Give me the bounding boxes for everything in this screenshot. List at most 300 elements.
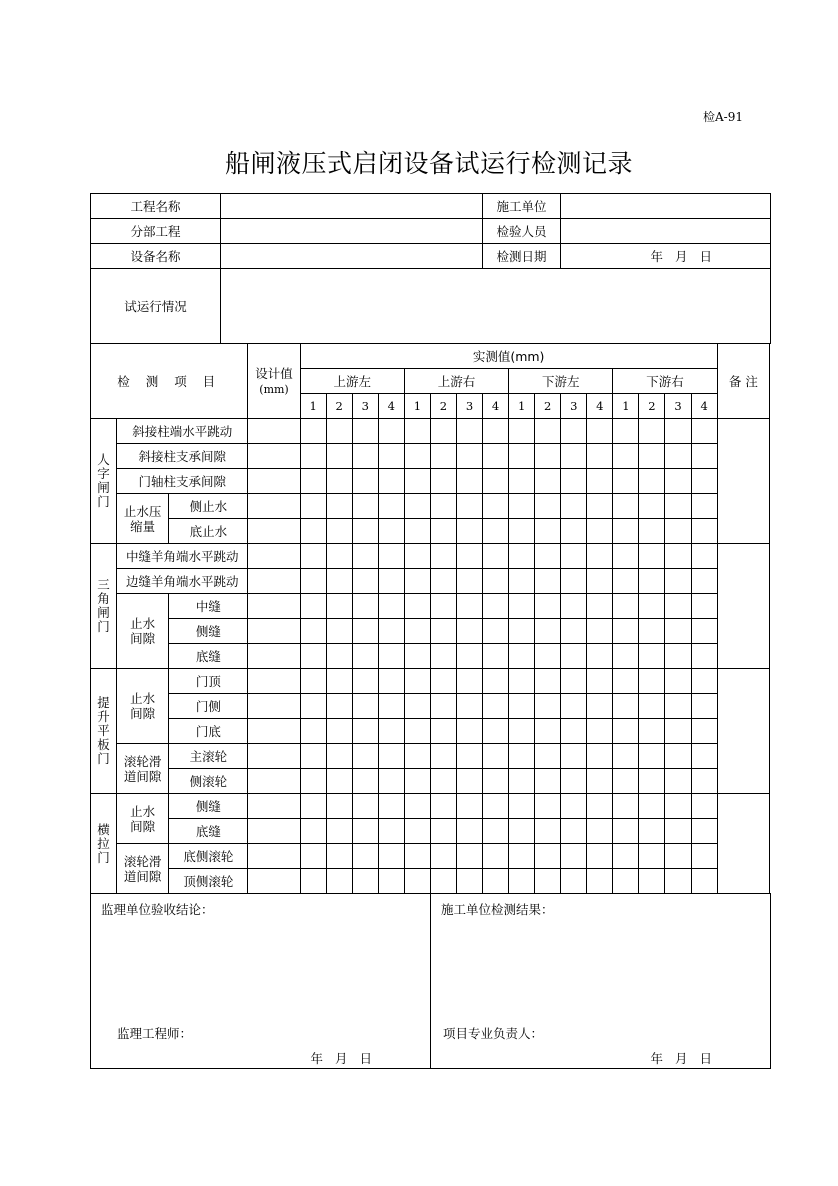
measurement-cell[interactable] xyxy=(326,594,352,619)
measurement-cell[interactable] xyxy=(639,694,665,719)
measurement-cell[interactable] xyxy=(509,619,535,644)
measurement-cell[interactable] xyxy=(456,694,482,719)
measurement-cell[interactable] xyxy=(535,694,561,719)
measurement-cell[interactable] xyxy=(691,494,717,519)
measurement-cell[interactable] xyxy=(352,519,378,544)
measurement-cell[interactable] xyxy=(456,594,482,619)
design-value-cell[interactable] xyxy=(248,444,300,469)
measurement-cell[interactable] xyxy=(587,694,613,719)
measurement-cell[interactable] xyxy=(456,819,482,844)
measurement-cell[interactable] xyxy=(404,744,430,769)
measurement-cell[interactable] xyxy=(561,719,587,744)
measurement-cell[interactable] xyxy=(404,569,430,594)
measurement-cell[interactable] xyxy=(639,794,665,819)
measurement-cell[interactable] xyxy=(430,569,456,594)
measurement-cell[interactable] xyxy=(665,844,691,869)
measurement-cell[interactable] xyxy=(430,869,456,894)
measurement-cell[interactable] xyxy=(561,419,587,444)
measurement-cell[interactable] xyxy=(535,644,561,669)
measurement-cell[interactable] xyxy=(326,644,352,669)
measurement-cell[interactable] xyxy=(430,844,456,869)
measurement-cell[interactable] xyxy=(326,719,352,744)
measurement-cell[interactable] xyxy=(352,769,378,794)
measurement-cell[interactable] xyxy=(378,544,404,569)
measurement-cell[interactable] xyxy=(665,769,691,794)
measurement-cell[interactable] xyxy=(326,669,352,694)
measurement-cell[interactable] xyxy=(483,694,509,719)
measurement-cell[interactable] xyxy=(665,469,691,494)
measurement-cell[interactable] xyxy=(665,619,691,644)
measurement-cell[interactable] xyxy=(535,594,561,619)
measurement-cell[interactable] xyxy=(378,619,404,644)
measurement-cell[interactable] xyxy=(639,519,665,544)
measurement-cell[interactable] xyxy=(509,594,535,619)
measurement-cell[interactable] xyxy=(326,419,352,444)
measurement-cell[interactable] xyxy=(326,469,352,494)
measurement-cell[interactable] xyxy=(587,494,613,519)
measurement-cell[interactable] xyxy=(535,844,561,869)
measurement-cell[interactable] xyxy=(665,869,691,894)
design-value-cell[interactable] xyxy=(248,469,300,494)
measurement-cell[interactable] xyxy=(378,644,404,669)
measurement-cell[interactable] xyxy=(430,794,456,819)
measurement-cell[interactable] xyxy=(561,569,587,594)
measurement-cell[interactable] xyxy=(352,644,378,669)
measurement-cell[interactable] xyxy=(639,419,665,444)
measurement-cell[interactable] xyxy=(691,794,717,819)
measurement-cell[interactable] xyxy=(456,569,482,594)
measurement-cell[interactable] xyxy=(483,819,509,844)
measurement-cell[interactable] xyxy=(326,819,352,844)
measurement-cell[interactable] xyxy=(326,569,352,594)
measurement-cell[interactable] xyxy=(430,644,456,669)
measurement-cell[interactable] xyxy=(587,444,613,469)
measurement-cell[interactable] xyxy=(352,819,378,844)
measurement-cell[interactable] xyxy=(535,569,561,594)
measurement-cell[interactable] xyxy=(404,719,430,744)
measurement-cell[interactable] xyxy=(613,519,639,544)
measurement-cell[interactable] xyxy=(326,744,352,769)
measurement-cell[interactable] xyxy=(430,769,456,794)
measurement-cell[interactable] xyxy=(691,469,717,494)
measurement-cell[interactable] xyxy=(483,744,509,769)
measurement-cell[interactable] xyxy=(639,719,665,744)
measurement-cell[interactable] xyxy=(639,544,665,569)
design-value-cell[interactable] xyxy=(248,494,300,519)
measurement-cell[interactable] xyxy=(691,694,717,719)
measurement-cell[interactable] xyxy=(535,619,561,644)
measurement-cell[interactable] xyxy=(535,794,561,819)
measurement-cell[interactable] xyxy=(404,619,430,644)
measurement-cell[interactable] xyxy=(378,794,404,819)
measurement-cell[interactable] xyxy=(404,494,430,519)
measurement-cell[interactable] xyxy=(430,744,456,769)
measurement-cell[interactable] xyxy=(300,694,326,719)
measurement-cell[interactable] xyxy=(535,469,561,494)
measurement-cell[interactable] xyxy=(509,769,535,794)
measurement-cell[interactable] xyxy=(613,669,639,694)
measurement-cell[interactable] xyxy=(456,719,482,744)
measurement-cell[interactable] xyxy=(613,694,639,719)
measurement-cell[interactable] xyxy=(456,519,482,544)
measurement-cell[interactable] xyxy=(587,419,613,444)
measurement-cell[interactable] xyxy=(613,644,639,669)
measurement-cell[interactable] xyxy=(378,819,404,844)
measurement-cell[interactable] xyxy=(456,794,482,819)
equipment-field[interactable] xyxy=(221,244,483,269)
measurement-cell[interactable] xyxy=(404,644,430,669)
measurement-cell[interactable] xyxy=(352,869,378,894)
measurement-cell[interactable] xyxy=(456,619,482,644)
remark-cell[interactable] xyxy=(717,669,769,794)
measurement-cell[interactable] xyxy=(326,544,352,569)
measurement-cell[interactable] xyxy=(300,444,326,469)
measurement-cell[interactable] xyxy=(691,519,717,544)
measurement-cell[interactable] xyxy=(509,819,535,844)
remark-cell[interactable] xyxy=(717,419,769,544)
contractor-panel[interactable] xyxy=(431,894,771,1069)
measurement-cell[interactable] xyxy=(483,494,509,519)
measurement-cell[interactable] xyxy=(561,594,587,619)
measurement-cell[interactable] xyxy=(352,794,378,819)
measurement-cell[interactable] xyxy=(456,769,482,794)
measurement-cell[interactable] xyxy=(691,569,717,594)
measurement-cell[interactable] xyxy=(691,869,717,894)
measurement-cell[interactable] xyxy=(404,794,430,819)
measurement-cell[interactable] xyxy=(378,444,404,469)
measurement-cell[interactable] xyxy=(561,769,587,794)
measurement-cell[interactable] xyxy=(587,644,613,669)
measurement-cell[interactable] xyxy=(613,494,639,519)
measurement-cell[interactable] xyxy=(535,869,561,894)
measurement-cell[interactable] xyxy=(430,669,456,694)
measurement-cell[interactable] xyxy=(352,744,378,769)
measurement-cell[interactable] xyxy=(535,819,561,844)
design-value-cell[interactable] xyxy=(248,519,300,544)
measurement-cell[interactable] xyxy=(639,844,665,869)
measurement-cell[interactable] xyxy=(665,594,691,619)
measurement-cell[interactable] xyxy=(456,469,482,494)
measurement-cell[interactable] xyxy=(300,569,326,594)
measurement-cell[interactable] xyxy=(587,819,613,844)
measurement-cell[interactable] xyxy=(326,519,352,544)
date-field[interactable] xyxy=(561,244,771,269)
measurement-cell[interactable] xyxy=(561,694,587,719)
measurement-cell[interactable] xyxy=(691,419,717,444)
measurement-cell[interactable] xyxy=(378,419,404,444)
design-value-cell[interactable] xyxy=(248,769,300,794)
measurement-cell[interactable] xyxy=(613,794,639,819)
measurement-cell[interactable] xyxy=(535,669,561,694)
measurement-cell[interactable] xyxy=(326,769,352,794)
measurement-cell[interactable] xyxy=(483,469,509,494)
measurement-cell[interactable] xyxy=(691,719,717,744)
measurement-cell[interactable] xyxy=(613,569,639,594)
measurement-cell[interactable] xyxy=(561,519,587,544)
measurement-cell[interactable] xyxy=(639,469,665,494)
measurement-cell[interactable] xyxy=(300,644,326,669)
measurement-cell[interactable] xyxy=(665,444,691,469)
design-value-cell[interactable] xyxy=(248,644,300,669)
measurement-cell[interactable] xyxy=(535,494,561,519)
measurement-cell[interactable] xyxy=(535,419,561,444)
measurement-cell[interactable] xyxy=(300,819,326,844)
measurement-cell[interactable] xyxy=(352,419,378,444)
project-name-field[interactable] xyxy=(221,194,483,219)
measurement-cell[interactable] xyxy=(378,669,404,694)
measurement-cell[interactable] xyxy=(404,419,430,444)
measurement-cell[interactable] xyxy=(483,669,509,694)
measurement-cell[interactable] xyxy=(326,844,352,869)
measurement-cell[interactable] xyxy=(352,594,378,619)
measurement-cell[interactable] xyxy=(509,669,535,694)
measurement-cell[interactable] xyxy=(509,544,535,569)
measurement-cell[interactable] xyxy=(691,744,717,769)
measurement-cell[interactable] xyxy=(483,544,509,569)
measurement-cell[interactable] xyxy=(326,869,352,894)
measurement-cell[interactable] xyxy=(378,869,404,894)
measurement-cell[interactable] xyxy=(352,719,378,744)
measurement-cell[interactable] xyxy=(587,744,613,769)
measurement-cell[interactable] xyxy=(483,794,509,819)
measurement-cell[interactable] xyxy=(587,469,613,494)
measurement-cell[interactable] xyxy=(587,669,613,694)
measurement-cell[interactable] xyxy=(665,794,691,819)
design-value-cell[interactable] xyxy=(248,794,300,819)
measurement-cell[interactable] xyxy=(483,519,509,544)
measurement-cell[interactable] xyxy=(300,544,326,569)
measurement-cell[interactable] xyxy=(561,744,587,769)
measurement-cell[interactable] xyxy=(587,619,613,644)
measurement-cell[interactable] xyxy=(430,419,456,444)
measurement-cell[interactable] xyxy=(587,794,613,819)
measurement-cell[interactable] xyxy=(483,719,509,744)
measurement-cell[interactable] xyxy=(665,419,691,444)
measurement-cell[interactable] xyxy=(404,844,430,869)
measurement-cell[interactable] xyxy=(300,519,326,544)
measurement-cell[interactable] xyxy=(613,594,639,619)
measurement-cell[interactable] xyxy=(404,819,430,844)
measurement-cell[interactable] xyxy=(613,769,639,794)
design-value-cell[interactable] xyxy=(248,694,300,719)
measurement-cell[interactable] xyxy=(300,794,326,819)
measurement-cell[interactable] xyxy=(430,719,456,744)
measurement-cell[interactable] xyxy=(535,744,561,769)
measurement-cell[interactable] xyxy=(483,594,509,619)
measurement-cell[interactable] xyxy=(613,819,639,844)
measurement-cell[interactable] xyxy=(561,469,587,494)
measurement-cell[interactable] xyxy=(665,744,691,769)
measurement-cell[interactable] xyxy=(378,569,404,594)
design-value-cell[interactable] xyxy=(248,544,300,569)
measurement-cell[interactable] xyxy=(352,569,378,594)
measurement-cell[interactable] xyxy=(430,519,456,544)
measurement-cell[interactable] xyxy=(404,594,430,619)
measurement-cell[interactable] xyxy=(613,444,639,469)
measurement-cell[interactable] xyxy=(300,769,326,794)
measurement-cell[interactable] xyxy=(378,594,404,619)
measurement-cell[interactable] xyxy=(561,644,587,669)
measurement-cell[interactable] xyxy=(352,844,378,869)
measurement-cell[interactable] xyxy=(561,444,587,469)
measurement-cell[interactable] xyxy=(300,669,326,694)
measurement-cell[interactable] xyxy=(483,844,509,869)
measurement-cell[interactable] xyxy=(613,719,639,744)
measurement-cell[interactable] xyxy=(483,444,509,469)
measurement-cell[interactable] xyxy=(613,469,639,494)
measurement-cell[interactable] xyxy=(509,419,535,444)
measurement-cell[interactable] xyxy=(300,494,326,519)
remark-cell[interactable] xyxy=(717,794,769,894)
measurement-cell[interactable] xyxy=(587,569,613,594)
measurement-cell[interactable] xyxy=(691,819,717,844)
measurement-cell[interactable] xyxy=(456,669,482,694)
measurement-cell[interactable] xyxy=(378,744,404,769)
measurement-cell[interactable] xyxy=(352,469,378,494)
measurement-cell[interactable] xyxy=(404,444,430,469)
measurement-cell[interactable] xyxy=(639,869,665,894)
measurement-cell[interactable] xyxy=(456,419,482,444)
measurement-cell[interactable] xyxy=(691,769,717,794)
design-value-cell[interactable] xyxy=(248,669,300,694)
measurement-cell[interactable] xyxy=(404,669,430,694)
measurement-cell[interactable] xyxy=(483,619,509,644)
design-value-cell[interactable] xyxy=(248,619,300,644)
measurement-cell[interactable] xyxy=(456,444,482,469)
measurement-cell[interactable] xyxy=(430,694,456,719)
measurement-cell[interactable] xyxy=(404,869,430,894)
measurement-cell[interactable] xyxy=(509,844,535,869)
measurement-cell[interactable] xyxy=(665,494,691,519)
trial-run-field[interactable] xyxy=(221,269,771,344)
measurement-cell[interactable] xyxy=(691,619,717,644)
measurement-cell[interactable] xyxy=(691,644,717,669)
measurement-cell[interactable] xyxy=(587,519,613,544)
measurement-cell[interactable] xyxy=(665,819,691,844)
measurement-cell[interactable] xyxy=(665,719,691,744)
measurement-cell[interactable] xyxy=(639,769,665,794)
measurement-cell[interactable] xyxy=(378,494,404,519)
measurement-cell[interactable] xyxy=(665,694,691,719)
measurement-cell[interactable] xyxy=(509,719,535,744)
measurement-cell[interactable] xyxy=(456,544,482,569)
supervisor-panel[interactable] xyxy=(91,894,431,1069)
measurement-cell[interactable] xyxy=(613,619,639,644)
contractor-field[interactable] xyxy=(561,194,771,219)
measurement-cell[interactable] xyxy=(587,869,613,894)
measurement-cell[interactable] xyxy=(456,644,482,669)
measurement-cell[interactable] xyxy=(613,744,639,769)
measurement-cell[interactable] xyxy=(639,444,665,469)
measurement-cell[interactable] xyxy=(483,869,509,894)
measurement-cell[interactable] xyxy=(639,569,665,594)
measurement-cell[interactable] xyxy=(404,519,430,544)
measurement-cell[interactable] xyxy=(352,544,378,569)
measurement-cell[interactable] xyxy=(430,619,456,644)
measurement-cell[interactable] xyxy=(587,769,613,794)
measurement-cell[interactable] xyxy=(430,494,456,519)
measurement-cell[interactable] xyxy=(430,444,456,469)
measurement-cell[interactable] xyxy=(326,694,352,719)
measurement-cell[interactable] xyxy=(613,544,639,569)
design-value-cell[interactable] xyxy=(248,744,300,769)
measurement-cell[interactable] xyxy=(613,869,639,894)
measurement-cell[interactable] xyxy=(639,594,665,619)
measurement-cell[interactable] xyxy=(561,494,587,519)
inspector-field[interactable] xyxy=(561,219,771,244)
measurement-cell[interactable] xyxy=(509,444,535,469)
measurement-cell[interactable] xyxy=(691,669,717,694)
measurement-cell[interactable] xyxy=(300,719,326,744)
measurement-cell[interactable] xyxy=(456,744,482,769)
measurement-cell[interactable] xyxy=(378,844,404,869)
measurement-cell[interactable] xyxy=(326,794,352,819)
measurement-cell[interactable] xyxy=(691,444,717,469)
measurement-cell[interactable] xyxy=(613,844,639,869)
measurement-cell[interactable] xyxy=(639,644,665,669)
measurement-cell[interactable] xyxy=(404,694,430,719)
measurement-cell[interactable] xyxy=(691,844,717,869)
measurement-cell[interactable] xyxy=(456,494,482,519)
measurement-cell[interactable] xyxy=(561,819,587,844)
measurement-cell[interactable] xyxy=(430,594,456,619)
measurement-cell[interactable] xyxy=(665,544,691,569)
measurement-cell[interactable] xyxy=(300,744,326,769)
measurement-cell[interactable] xyxy=(352,669,378,694)
measurement-cell[interactable] xyxy=(639,669,665,694)
measurement-cell[interactable] xyxy=(456,869,482,894)
measurement-cell[interactable] xyxy=(561,619,587,644)
measurement-cell[interactable] xyxy=(300,844,326,869)
design-value-cell[interactable] xyxy=(248,869,300,894)
design-value-cell[interactable] xyxy=(248,594,300,619)
measurement-cell[interactable] xyxy=(352,619,378,644)
measurement-cell[interactable] xyxy=(378,769,404,794)
measurement-cell[interactable] xyxy=(561,794,587,819)
measurement-cell[interactable] xyxy=(300,419,326,444)
measurement-cell[interactable] xyxy=(430,544,456,569)
measurement-cell[interactable] xyxy=(352,444,378,469)
measurement-cell[interactable] xyxy=(509,569,535,594)
measurement-cell[interactable] xyxy=(561,544,587,569)
measurement-cell[interactable] xyxy=(509,694,535,719)
measurement-cell[interactable] xyxy=(300,869,326,894)
design-value-cell[interactable] xyxy=(248,844,300,869)
measurement-cell[interactable] xyxy=(509,494,535,519)
measurement-cell[interactable] xyxy=(509,644,535,669)
measurement-cell[interactable] xyxy=(300,469,326,494)
sub-project-field[interactable] xyxy=(221,219,483,244)
measurement-cell[interactable] xyxy=(326,444,352,469)
measurement-cell[interactable] xyxy=(561,869,587,894)
measurement-cell[interactable] xyxy=(483,569,509,594)
measurement-cell[interactable] xyxy=(509,519,535,544)
measurement-cell[interactable] xyxy=(509,744,535,769)
measurement-cell[interactable] xyxy=(535,719,561,744)
design-value-cell[interactable] xyxy=(248,819,300,844)
measurement-cell[interactable] xyxy=(535,544,561,569)
measurement-cell[interactable] xyxy=(300,619,326,644)
measurement-cell[interactable] xyxy=(430,819,456,844)
measurement-cell[interactable] xyxy=(665,519,691,544)
measurement-cell[interactable] xyxy=(378,519,404,544)
measurement-cell[interactable] xyxy=(456,844,482,869)
measurement-cell[interactable] xyxy=(404,769,430,794)
measurement-cell[interactable] xyxy=(561,844,587,869)
remark-cell[interactable] xyxy=(717,544,769,669)
measurement-cell[interactable] xyxy=(378,694,404,719)
measurement-cell[interactable] xyxy=(404,544,430,569)
